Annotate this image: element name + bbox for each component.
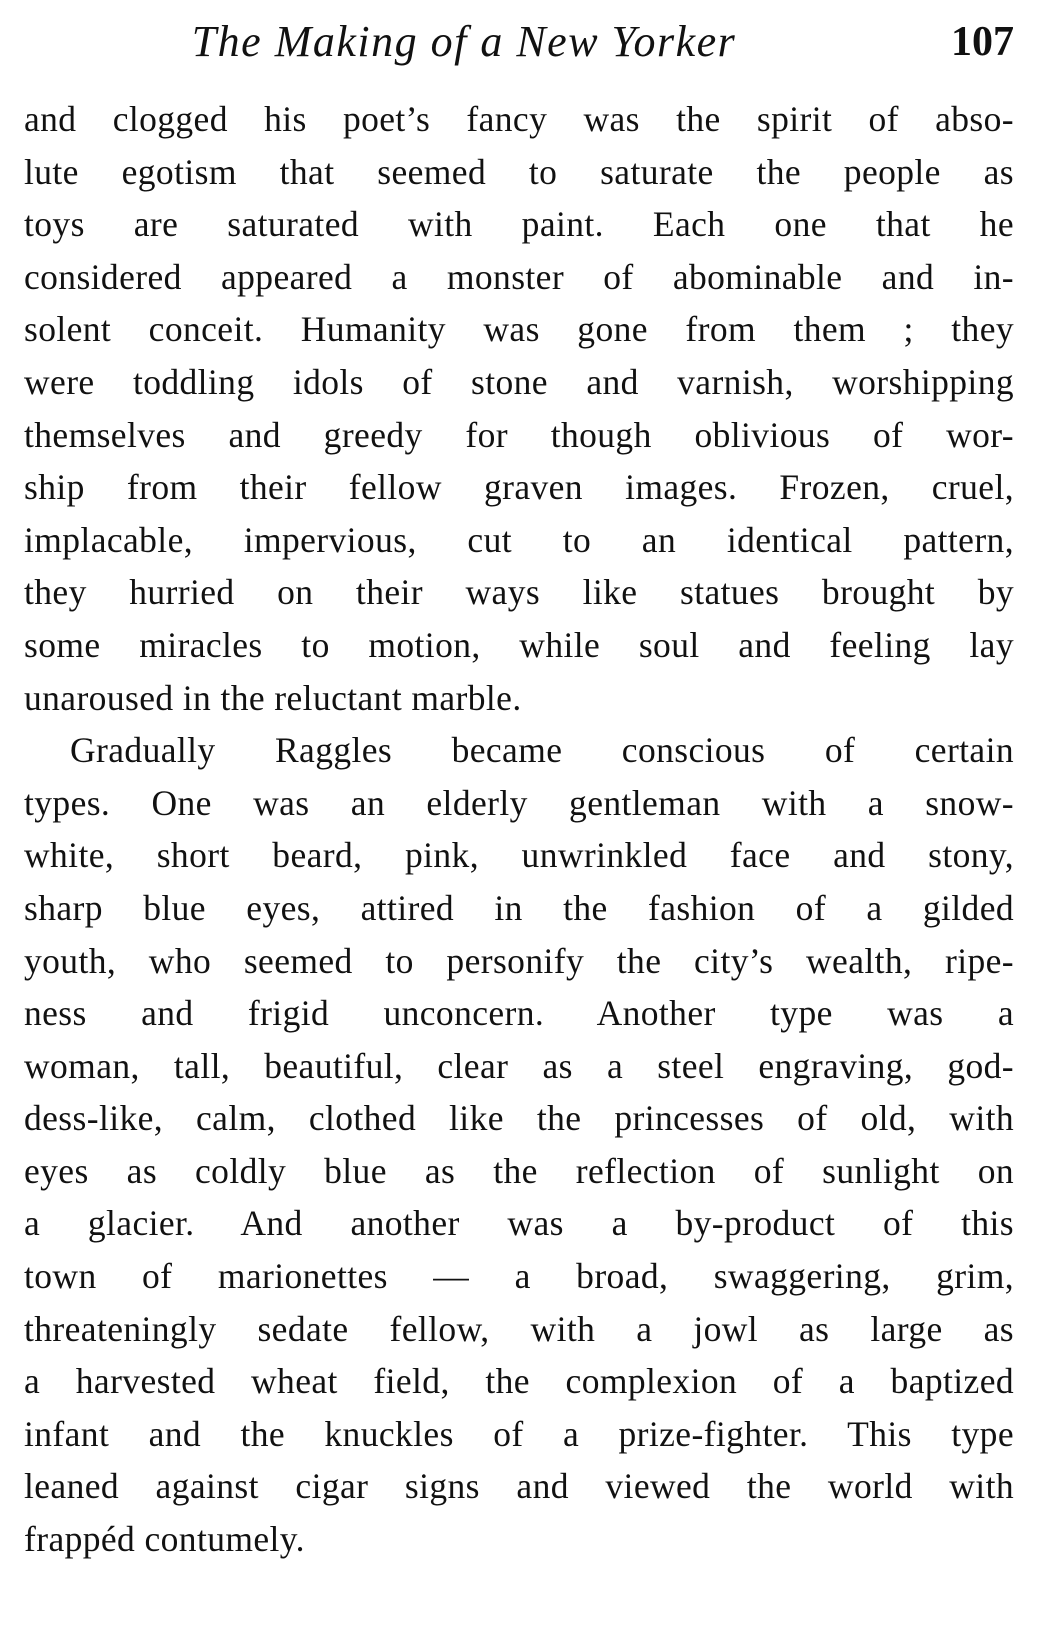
text-line: youth, who seemed to personify the city’s wealth, ripe- [24,940,1014,981]
running-head [24,14,1014,70]
body-text [24,93,1014,1566]
text-line: threateningly sedate fellow, with a jowl as large as [24,1308,1014,1349]
text-line: infant and the knuckles of a prize-fighter. This type [24,1413,1014,1454]
text-line: were toddling idols of stone and varnish, worshipping [24,361,1014,402]
text-line: a glacier. And another was a by-product of this [24,1203,1014,1244]
text-line: unaroused in the reluctant marble. [24,677,522,718]
text-line: Gradually Raggles became conscious of certain [70,730,1014,771]
text-line: frappéd contumely. [24,1519,305,1560]
text-line: woman, tall, beautiful, clear as a steel engraving, god- [24,1045,1014,1086]
text-line: dess-like, calm, clothed like the princesses of old, with [24,1098,1014,1139]
text-line: types. One was an elderly gentleman with a snow- [24,782,1014,823]
text-line: white, short beard, pink, unwrinkled face and stony, [24,835,1014,876]
text-line: they hurried on their ways like statues brought by [24,572,1014,613]
text-line: considered appeared a monster of abominable and in- [24,256,1014,297]
text-line: a harvested wheat field, the complexion of a baptized [24,1361,1014,1402]
text-line: implacable, impervious, cut to an identical pattern, [24,519,1014,560]
text-line: ness and frigid unconcern. Another type was a [24,993,1014,1034]
paragraph-1 [24,93,1014,724]
text-line: toys are saturated with paint. Each one that he [24,204,1014,245]
text-line: ship from their fellow graven images. Frozen, cruel, [24,467,1014,508]
text-line: and clogged his poet’s fancy was the spirit of abso- [24,99,1014,139]
text-line: some miracles to motion, while soul and feeling lay [24,624,1014,665]
text-line: town of marionettes — a broad, swaggering, grim, [24,1256,1014,1297]
text-line: solent conceit. Humanity was gone from them ; they [24,309,1014,350]
text-line: sharp blue eyes, attired in the fashion of a gilded [24,887,1014,928]
running-title: The Making of a New Yorker [191,17,737,66]
paragraph-2 [24,724,1014,1566]
text-line: leaned against cigar signs and viewed the world with [24,1466,1014,1507]
text-line: themselves and greedy for though oblivious of wor- [24,414,1014,455]
text-line: eyes as coldly blue as the reflection of sunlight on [24,1150,1014,1191]
page-number: 107 [951,19,1014,65]
text-line: lute egotism that seemed to saturate the people as [24,151,1014,192]
